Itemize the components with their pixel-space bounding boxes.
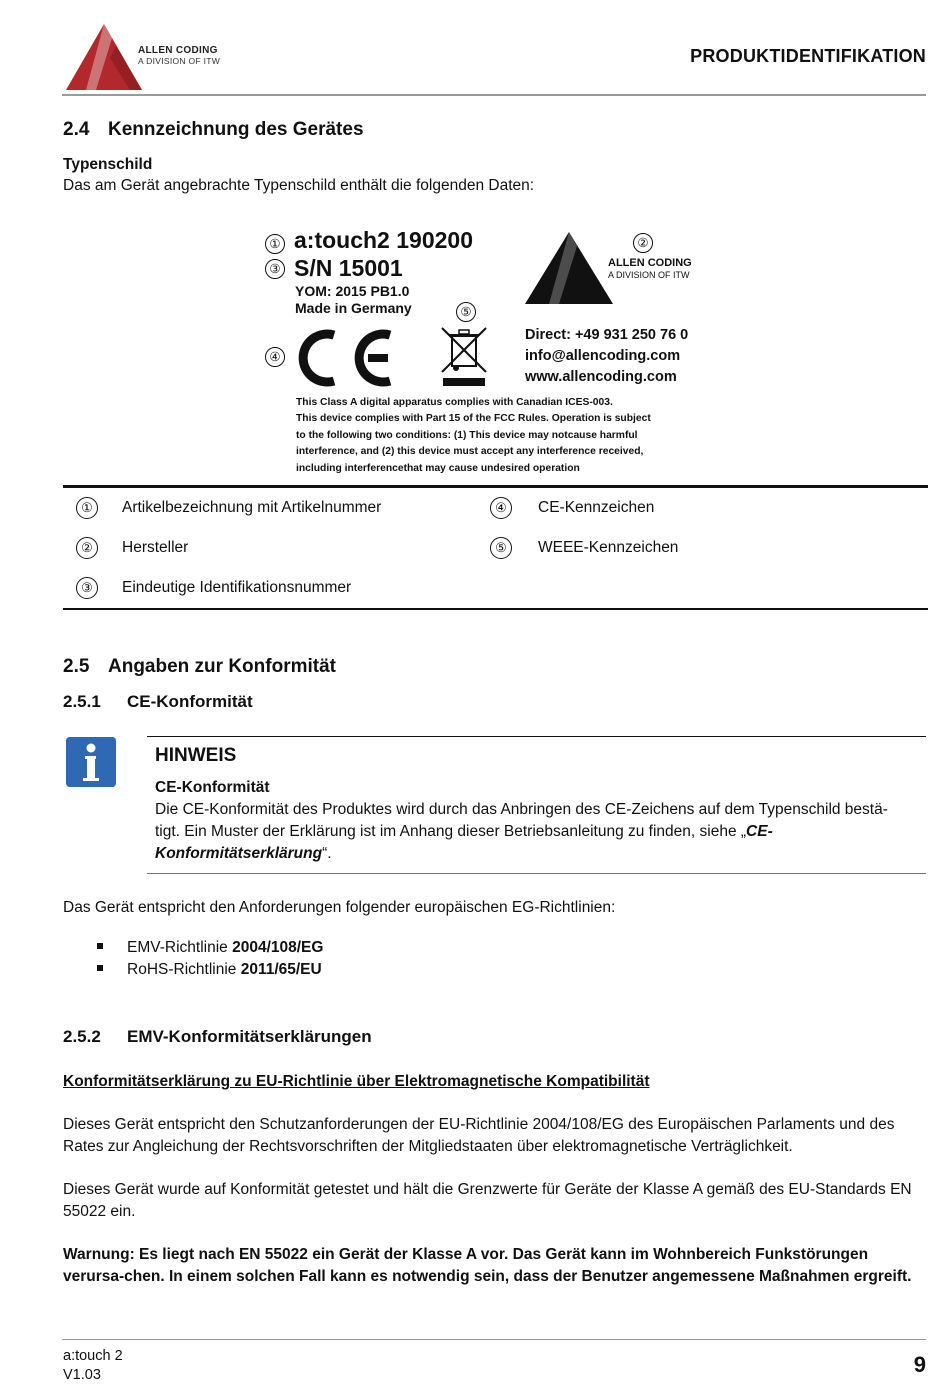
ce-mark-icon: [296, 327, 396, 389]
emv-paragraph-2: Dieses Gerät wurde auf Konformität getestet und hält die Grenzwerte für Geräte der Klasse A gemäß des EU-Standards EN 55022 ein.: [63, 1181, 912, 1220]
emv-declaration-heading: Konformitätserklärung zu EU-Richtlinie über Elektromagnetische Kompatibilität: [63, 1073, 650, 1090]
header-title: PRODUKTIDENTIFIKATION: [690, 46, 926, 66]
legend-top-rule: [63, 485, 928, 488]
section-heading-2-4: 2.4 Kennzeichnung des Gerätes: [63, 119, 364, 140]
directives-intro: Das Gerät entspricht den Anforderungen folgender europäischen EG-Richtlinien:: [63, 899, 616, 916]
marker-3: ③: [265, 259, 285, 279]
section-heading-2-5-2: 2.5.2 EMV-Konformitätserklärungen: [63, 1027, 372, 1046]
footer-product: a:touch 2: [63, 1348, 123, 1364]
footer-divider: [62, 1339, 926, 1340]
nameplate-yom: YOM: 2015 PB1.0: [295, 283, 410, 299]
typenschild-intro: Das am Gerät angebrachte Typenschild enthält die folgenden Daten:: [63, 177, 535, 194]
page-number: 9: [913, 1352, 926, 1377]
hint-title: HINWEIS: [155, 745, 237, 766]
marker-4: ④: [265, 347, 285, 367]
nameplate-logo: [525, 232, 613, 304]
marker-1: ①: [265, 234, 285, 254]
nameplate-email: info@allencoding.com: [525, 348, 681, 364]
marker-2: ②: [633, 233, 653, 253]
allen-coding-logo: [66, 24, 142, 90]
nameplate-fine-print: This Class A digital apparatus complies with Canadian ICES-003. This device complies with Part 15 of the FCC Rules. Operation is subject to the following two conditions: (1) This device may notcause harmful interference, and (2) this device must accept any interference received, including interferencethat may cause undesired operation: [296, 397, 651, 474]
logo-text: [138, 45, 220, 67]
hint-top-rule: [147, 736, 926, 737]
marker-5: ⑤: [456, 302, 476, 322]
nameplate-image: [262, 225, 722, 477]
nameplate-brand-sub: A DIVISION OF ITW: [608, 270, 690, 280]
section-heading-2-5: 2.5 Angaben zur Konformität: [63, 656, 336, 677]
logo-sub: A DIVISION OF ITW: [138, 56, 221, 66]
nameplate-brand: ALLEN CODING: [608, 257, 692, 269]
weee-bin-icon: [439, 326, 491, 388]
section-heading-2-5-1: 2.5.1 CE-Konformität: [63, 692, 253, 711]
info-icon: [66, 737, 116, 787]
directive-item-2: RoHS-Richtlinie 2011/65/EU: [97, 961, 322, 979]
nameplate-product: a:touch2 190200: [294, 227, 473, 253]
nameplate-serial: S/N 15001: [294, 255, 403, 281]
typenschild-heading: Typenschild: [63, 156, 153, 173]
nameplate-web: www.allencoding.com: [525, 369, 677, 385]
directive-item-1: EMV-Richtlinie 2004/108/EG: [97, 939, 323, 957]
nameplate-made-in: Made in Germany: [295, 300, 412, 316]
hint-body: Die CE-Konformität des Produktes wird durch das Anbringen des CE-Zeichens auf dem Typenschild bestä-tigt. Ein Muster der Erklärung ist im Anhang dieser Betriebsanleitung zu finden, siehe „CE-Konformitätserklärung“.: [155, 801, 888, 862]
legend-bottom-rule: [63, 608, 928, 610]
hint-bottom-rule: [147, 873, 926, 874]
header-divider: [62, 94, 926, 96]
footer-version: V1.03: [63, 1367, 101, 1383]
nameplate-direct: Direct: +49 931 250 76 0: [525, 327, 689, 343]
logo-name: ALLEN CODING: [138, 45, 218, 56]
hint-subtitle: CE-Konformität: [155, 779, 270, 796]
hint-reference: CE-Konformitätserklärung: [155, 823, 773, 862]
footer-left: [63, 1347, 123, 1385]
emv-paragraph-1: Dieses Gerät entspricht den Schutzanforderungen der EU-Richtlinie 2004/108/EG des Europäischen Parlaments und des Rates zur Angleichung der Rechtsvorschriften der Mitgliedstaaten über elektromagnetische Verträglichkeit.: [63, 1116, 895, 1155]
emv-warning: Warnung: Es liegt nach EN 55022 ein Gerät der Klasse A vor. Das Gerät kann im Wohnbereich Funkstörungen verursa-chen. In einem solchen Fall kann es notwendig sein, dass der Benutzer angemessene Maßnahmen ergreift.: [63, 1246, 912, 1285]
